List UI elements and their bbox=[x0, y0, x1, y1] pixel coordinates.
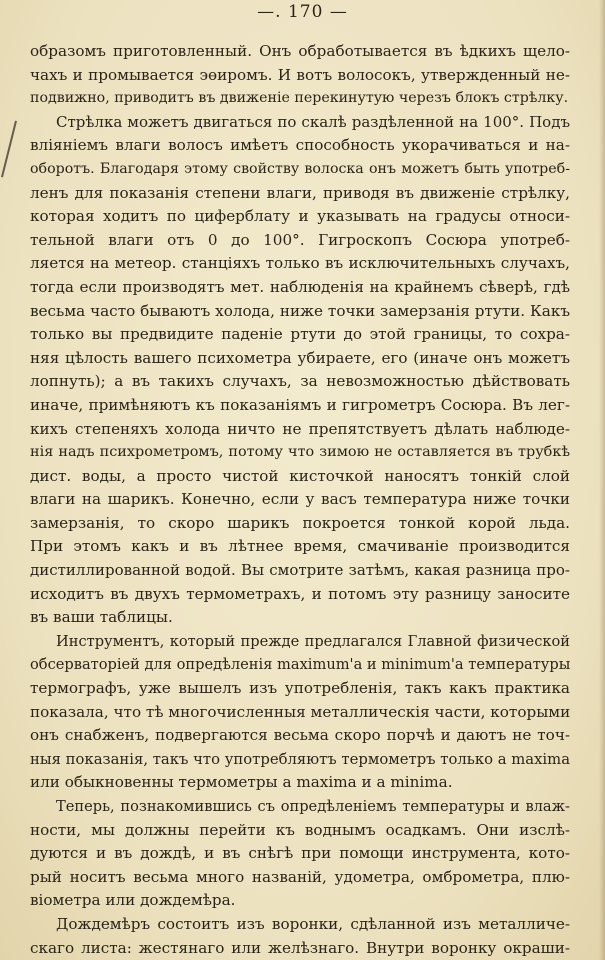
text-line: образомъ приготовленный. Онъ обработывается въ ѣдкихъ щело- bbox=[30, 42, 570, 60]
text-line: которая ходитъ по циферблату и указывать на градусы относи- bbox=[30, 207, 570, 226]
margin-pencil-mark bbox=[1, 121, 17, 178]
text-line: дуются и въ дождѣ, и въ снѣгѣ при помощи инструмента, кото- bbox=[30, 844, 570, 863]
text-line: вліяніемъ влаги волосъ имѣетъ способность укорачиваться и на- bbox=[30, 136, 570, 155]
text-line: тельной влаги отъ 0 до 100°. Гигроскопъ Сосюра употреб- bbox=[30, 230, 570, 249]
text-line: нія надъ психрометромъ, потому что зимою не оставляется въ трубкѣ bbox=[30, 444, 570, 461]
text-line: обсерваторіей для опредѣленія maximum'a и minimum'a температуры bbox=[30, 656, 570, 674]
text-line: только вы предвидите паденіе ртути до этой границы, то сохра- bbox=[30, 325, 570, 344]
text-line: показала, что тѣ многочисленныя металлическія части, которыми bbox=[30, 702, 570, 721]
text-line: исходитъ въ двухъ термометрахъ, и потомъ эту разницу заносите bbox=[30, 584, 570, 603]
text-line: ныя показанія, такъ что употребляютъ термометръ только a maxima bbox=[30, 750, 570, 768]
text-line: віометра или дождемѣра. bbox=[30, 891, 236, 910]
text-line: дистиллированной водой. Вы смотрите затѣмъ, какая разница про- bbox=[30, 561, 570, 580]
text-line: онъ снабженъ, подвергаются весьма скоро порчѣ и даютъ не точ- bbox=[30, 726, 570, 745]
text-line: влаги на шарикъ. Конечно, если у васъ температура ниже точки bbox=[30, 490, 570, 509]
text-line: оборотъ. Благодаря этому свойству волоска онъ можетъ быть употреб- bbox=[30, 160, 570, 177]
text-line: замерзанія, то скоро шарикъ покроется тонкой корой льда. bbox=[30, 513, 570, 532]
text-line: Теперь, познакомившись съ опредѣленіемъ температуры и влаж- bbox=[56, 798, 570, 815]
text-line: тогда если производятъ мет. наблюденія на крайнемъ сѣверѣ, гдѣ bbox=[30, 277, 570, 296]
text-line: дист. воды, а просто чистой кисточкой наносятъ тонкій слой bbox=[30, 466, 570, 485]
text-line: въ ваши таблицы. bbox=[30, 608, 173, 627]
text-line: При этомъ какъ и въ лѣтнее время, смачиваніе производится bbox=[30, 537, 570, 556]
text-line: чахъ и промывается эөиромъ. И вотъ волосокъ, утвержденный не- bbox=[30, 65, 570, 84]
text-line: Стрѣлка можетъ двигаться по скалѣ раздѣленной на 100°. Подъ bbox=[56, 112, 570, 131]
text-line: иначе, примѣняютъ къ показаніямъ и гигрометръ Сосюра. Въ лег- bbox=[30, 395, 570, 414]
text-line: лопнуть); а въ такихъ случахъ, за невозможностью дѣйствовать bbox=[30, 372, 570, 391]
text-line: няя цѣлость вашего психометра убираете, его (иначе онъ можетъ bbox=[30, 348, 570, 367]
text-line: подвижно, приводитъ въ движеніе перекинутую черезъ блокъ стрѣлку. bbox=[30, 90, 569, 107]
text-line: скаго листа: жестянаго или желѣзнаго. Внутри воронку окраши- bbox=[30, 938, 570, 957]
text-line: кихъ степеняхъ холода ничто не препятствуетъ дѣлать наблюде- bbox=[30, 419, 570, 438]
text-line: ленъ для показанія степени влаги, приводя въ движеніе стрѣлку, bbox=[30, 183, 570, 202]
page-number: —. 170 — bbox=[257, 2, 348, 22]
text-line: Инструментъ, который прежде предлагался Главной физической bbox=[56, 632, 570, 650]
text-line: Дождемѣръ состоитъ изъ воронки, сдѣланной изъ металличе- bbox=[56, 914, 570, 933]
text-line: ности, мы должны перейти къ воднымъ осадкамъ. Они изслѣ- bbox=[30, 820, 570, 839]
page-edge-shadow bbox=[599, 0, 605, 960]
text-line: рый носитъ весьма много названій, удометра, омброметра, плю- bbox=[30, 867, 570, 886]
text-line: или обыкновенны термометры a maxima и a minima. bbox=[30, 773, 453, 792]
text-line: весьма часто бываютъ холода, ниже точки замерзанія ртути. Какъ bbox=[30, 301, 570, 320]
text-line: ляется на метеор. станціяхъ только въ исключительныхъ случахъ, bbox=[30, 254, 570, 273]
body-text bbox=[30, 40, 570, 960]
text-line: термографъ, уже вышелъ изъ употребленія, такъ какъ практика bbox=[30, 679, 570, 698]
